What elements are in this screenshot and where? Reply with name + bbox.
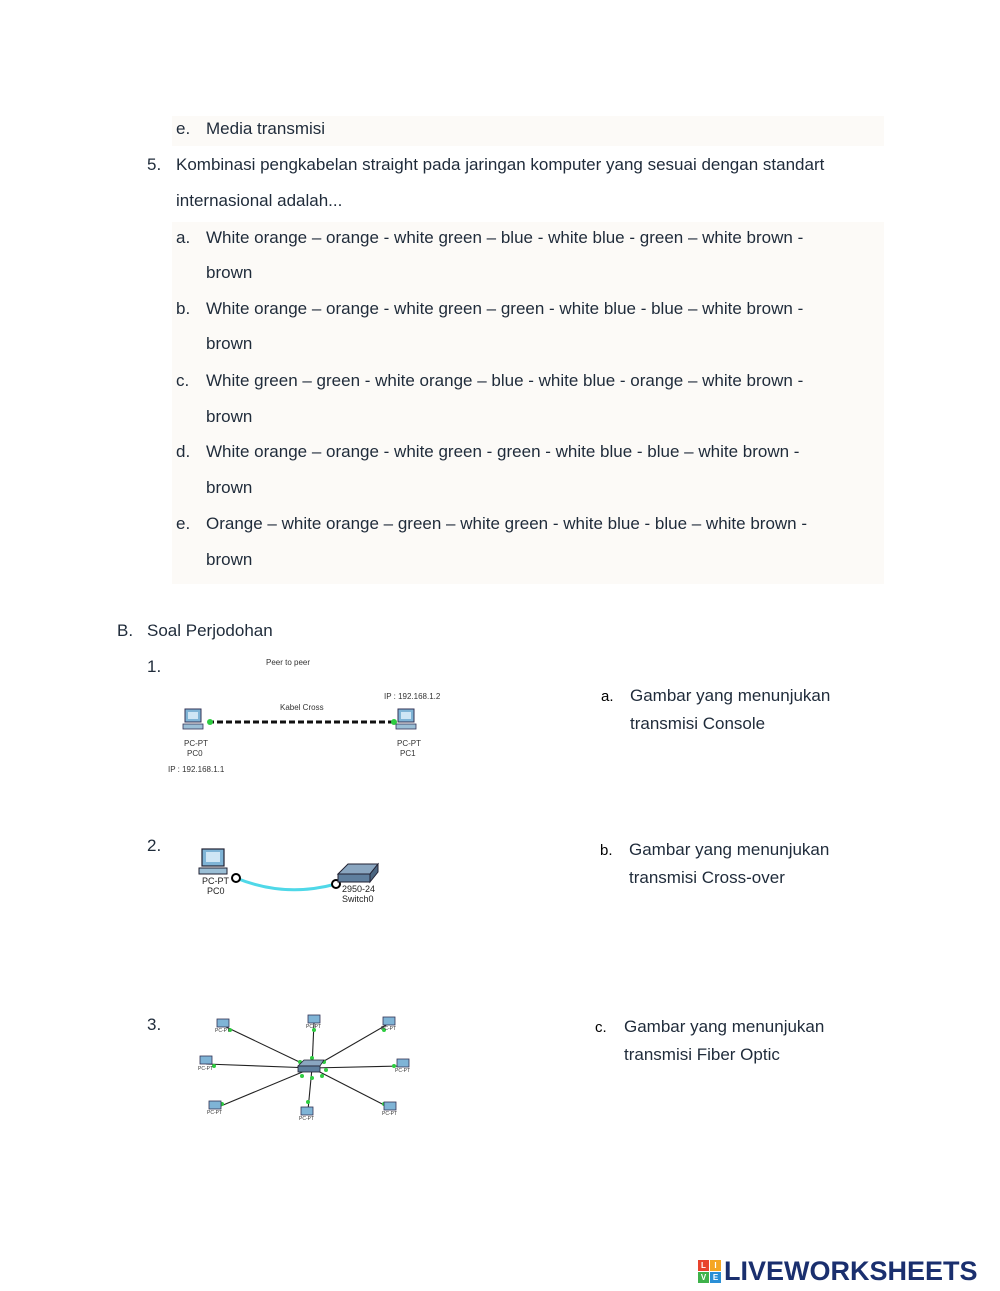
logo-text: LIVEWORKSHEETS <box>724 1255 978 1286</box>
diagram1-left-ip: IP : 192.168.1.1 <box>168 765 225 774</box>
item-number-2: 2. <box>147 836 162 855</box>
pc-icon <box>199 849 227 874</box>
option-e-line1[interactable]: Orange – white orange – green – white green - white blue - blue – white brown - <box>206 514 808 533</box>
diagram1-title: Peer to peer <box>266 658 311 667</box>
diagram-star <box>190 1010 420 1130</box>
logo-block-e: E <box>710 1272 721 1283</box>
pc-icon <box>217 1019 229 1027</box>
switch-icon <box>298 1060 324 1072</box>
star-pc-label: PC-PT <box>299 1116 314 1122</box>
pc-icon <box>183 709 203 729</box>
section-letter: B. <box>117 621 134 640</box>
option-b-line1[interactable]: White orange – orange - white green – green - white blue - blue – white brown - <box>206 299 804 318</box>
option-letter-d: d. <box>176 442 191 461</box>
pc-icon <box>209 1101 221 1109</box>
switch-icon <box>338 864 378 882</box>
pc-icon <box>383 1017 395 1025</box>
option-a-line2[interactable]: brown <box>206 263 253 282</box>
pc-icon <box>200 1056 212 1064</box>
pc-switch-svg <box>190 840 400 910</box>
option-letter-prev-e: e. <box>176 119 191 138</box>
option-letter-c: c. <box>176 371 190 390</box>
pc-icon <box>397 1059 409 1067</box>
answer-a-line1: Gambar yang menunjukan <box>630 686 831 705</box>
diagram1-left-type: PC-PT <box>184 739 208 748</box>
option-a-line1[interactable]: White orange – orange - white green – blue - white blue - green – white brown - <box>206 228 804 247</box>
logo-icon <box>698 1260 721 1283</box>
option-text-prev-e: Media transmisi <box>206 119 326 138</box>
question-5-text-line1: Kombinasi pengkabelan straight pada jaringan komputer yang sesuai dengan standart <box>176 155 825 174</box>
diagram1-left-name: PC0 <box>187 749 203 758</box>
answer-c-text[interactable] <box>624 1013 824 1069</box>
logo-block-l: L <box>698 1260 709 1271</box>
star-pc-label: PC-PT <box>382 1111 397 1117</box>
diagram1-right-type: PC-PT <box>397 739 421 748</box>
answer-c-line1: Gambar yang menunjukan <box>624 1017 825 1036</box>
star-svg <box>190 1010 420 1130</box>
option-c-line2[interactable]: brown <box>206 407 253 426</box>
question-number-5: 5. <box>147 155 162 174</box>
diagram2-switch-type: 2950-24 <box>342 884 376 894</box>
answer-letter-c: c. <box>595 1019 607 1036</box>
diagram1-right-name: PC1 <box>400 749 416 758</box>
logo-block-v: V <box>698 1272 709 1283</box>
star-pc-label: PC-PT <box>207 1110 222 1116</box>
star-pc-label: PC-PT <box>395 1068 410 1074</box>
option-letter-a: a. <box>176 228 191 247</box>
answer-letter-b: b. <box>600 842 613 859</box>
star-pc-label: PC-PT <box>381 1026 396 1032</box>
option-d-line2[interactable]: brown <box>206 478 253 497</box>
diagram2-switch-name: Switch0 <box>342 894 374 904</box>
answer-b-line2: transmisi Cross-over <box>629 868 785 887</box>
diagram1-right-ip: IP : 192.168.1.2 <box>384 692 441 701</box>
pc-icon <box>396 709 416 729</box>
answer-letter-a: a. <box>601 688 614 705</box>
item-number-1: 1. <box>147 657 162 676</box>
diagram-pc-switch <box>190 840 400 910</box>
option-d-line1[interactable]: White orange – orange - white green - green - white blue - blue – white brown - <box>206 442 800 461</box>
diagram-peer-to-peer <box>160 652 460 780</box>
port-left <box>232 874 240 882</box>
star-pc-label: PC-PT <box>306 1024 321 1030</box>
item-number-3: 3. <box>147 1015 162 1034</box>
logo-block-i: I <box>710 1260 721 1271</box>
cable <box>236 878 336 890</box>
section-title: Soal Perjodohan <box>147 621 273 640</box>
link-light-left <box>207 719 213 725</box>
option-letter-b: b. <box>176 299 191 318</box>
answer-b-line1: Gambar yang menunjukan <box>629 840 830 859</box>
pc-icon <box>384 1102 396 1110</box>
diagram1-cable-label: Kabel Cross <box>280 703 324 712</box>
option-b-line2[interactable]: brown <box>206 334 253 353</box>
pc-icon <box>308 1015 320 1023</box>
answer-c-line2: transmisi Fiber Optic <box>624 1045 780 1064</box>
answer-a-text[interactable] <box>630 682 830 738</box>
option-e-line2[interactable]: brown <box>206 550 253 569</box>
pc-icon <box>301 1107 313 1115</box>
diagram2-pc-name: PC0 <box>207 886 225 896</box>
option-letter-e: e. <box>176 514 191 533</box>
diagram2-pc-type: PC-PT <box>202 876 229 886</box>
option-c-line1[interactable]: White green – green - white orange – blue - white blue - orange – white brown - <box>206 371 804 390</box>
peer-to-peer-svg <box>160 652 460 780</box>
star-pc-label: PC-PT <box>198 1066 213 1072</box>
question-5-text-line2: internasional adalah... <box>176 191 343 210</box>
answer-a-line2: transmisi Console <box>630 714 766 733</box>
answer-b-text[interactable] <box>629 836 829 892</box>
star-pc-label: PC-PT <box>215 1028 230 1034</box>
liveworksheets-logo <box>698 1256 978 1286</box>
